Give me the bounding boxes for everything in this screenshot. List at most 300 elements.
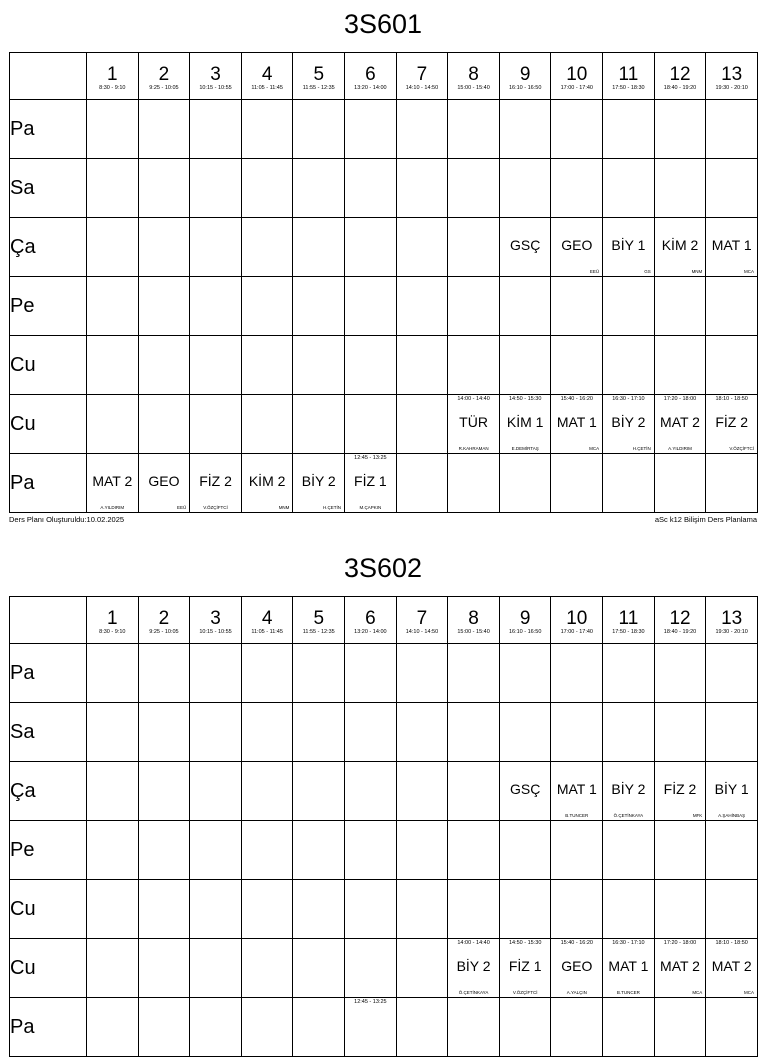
lesson-cell [138, 395, 190, 454]
lesson-cell [241, 880, 293, 939]
lesson-cell [551, 880, 603, 939]
period-time: 17:00 - 17:40 [560, 84, 593, 91]
corner-cell [10, 53, 87, 100]
lesson-cell [293, 218, 345, 277]
period-header-8 [448, 53, 500, 100]
lesson-cell [551, 762, 603, 821]
lesson-cell [603, 939, 655, 998]
lesson-cell [87, 762, 139, 821]
timetable-3s602 [9, 552, 757, 1057]
lesson-cell [241, 821, 293, 880]
period-header-9 [499, 597, 551, 644]
period-number: 11 [618, 607, 639, 629]
period-time: 8:30 - 9:10 [99, 628, 126, 635]
lesson-cell [499, 821, 551, 880]
lesson-cell [190, 998, 242, 1057]
day-label: Pa [10, 100, 87, 159]
lesson-cell [293, 762, 345, 821]
lesson-cell [138, 277, 190, 336]
lesson-cell [241, 454, 293, 513]
lesson-cell [396, 998, 448, 1057]
day-row [10, 336, 758, 395]
lesson-teacher: EEÜ [589, 269, 600, 274]
period-number: 9 [519, 63, 531, 85]
created-date-note: Ders Planı Oluşturuldu:10.02.2025 [9, 515, 125, 524]
lesson-cell [499, 218, 551, 277]
lesson-cell [345, 218, 397, 277]
lesson-cell [499, 703, 551, 762]
lesson-cell [190, 395, 242, 454]
lesson-cell [654, 218, 706, 277]
period-number: 3 [210, 607, 221, 629]
lesson-teacher: V.ÖZÇİFTCİ [203, 505, 228, 510]
lesson-cell [448, 644, 500, 703]
lesson-subject: GSÇ [510, 237, 541, 253]
lesson-cell [448, 159, 500, 218]
lesson-cell [603, 336, 655, 395]
period-time: 15:00 - 15:40 [457, 628, 490, 635]
lesson-cell [345, 880, 397, 939]
lesson-cell [551, 998, 603, 1057]
lesson-cell [138, 939, 190, 998]
day-label: Ça [10, 762, 87, 821]
lesson-cell [706, 939, 758, 998]
timetable-3s601 [9, 8, 757, 513]
lesson-time: 15:40 - 16:20 [560, 940, 593, 946]
day-label: Pa [10, 454, 87, 513]
day-row [10, 880, 758, 939]
lesson-cell [603, 644, 655, 703]
lesson-subject: KİM 2 [248, 473, 286, 489]
lesson-cell [654, 939, 706, 998]
day-row [10, 644, 758, 703]
period-number: 10 [566, 607, 588, 629]
lesson-cell [87, 218, 139, 277]
day-row [10, 762, 758, 821]
period-number: 4 [261, 63, 273, 85]
lesson-teacher: B.TUNCER [565, 813, 589, 818]
lesson-cell [499, 336, 551, 395]
lesson-cell [551, 821, 603, 880]
day-label: Cu [10, 395, 87, 454]
lesson-cell [654, 821, 706, 880]
lesson-cell [448, 880, 500, 939]
period-number: 2 [158, 607, 170, 629]
period-number: 6 [365, 607, 376, 629]
day-label: Pe [10, 277, 87, 336]
period-header-5 [293, 53, 345, 100]
lesson-cell [241, 939, 293, 998]
period-header-7 [396, 53, 448, 100]
lesson-cell [706, 998, 758, 1057]
lesson-cell [396, 880, 448, 939]
lesson-cell [448, 336, 500, 395]
lesson-cell [706, 454, 758, 513]
lesson-cell [138, 454, 190, 513]
lesson-cell [241, 218, 293, 277]
lesson-cell [551, 939, 603, 998]
lesson-cell [190, 100, 242, 159]
lesson-cell [190, 939, 242, 998]
lesson-cell [448, 395, 500, 454]
lesson-cell [499, 277, 551, 336]
lesson-teacher: Ö.ÇETİNKAYA [458, 990, 489, 995]
lesson-cell [499, 395, 551, 454]
lesson-subject: BİY 2 [611, 414, 646, 430]
lesson-teacher: B.TUNCER [616, 990, 640, 995]
day-row [10, 998, 758, 1057]
period-time: 11:55 - 12:35 [302, 628, 335, 635]
day-row [10, 218, 758, 277]
period-header-8 [448, 597, 500, 644]
period-number: 13 [721, 607, 743, 629]
lesson-cell [241, 395, 293, 454]
period-time: 19:30 - 20:10 [715, 84, 748, 91]
lesson-subject: FİZ 2 [715, 414, 748, 430]
day-row [10, 159, 758, 218]
lesson-subject: GEO [561, 237, 593, 253]
day-label: Pa [10, 644, 87, 703]
lesson-cell [293, 159, 345, 218]
lesson-subject: MAT 2 [660, 958, 700, 974]
lesson-cell [706, 395, 758, 454]
lesson-cell [293, 644, 345, 703]
period-header-11 [603, 597, 655, 644]
period-time: 14:10 - 14:50 [405, 628, 439, 635]
lesson-teacher: V.ÖZÇİFTCİ [729, 446, 754, 451]
period-header-6 [345, 597, 397, 644]
lesson-cell [190, 159, 242, 218]
lesson-cell [190, 277, 242, 336]
day-row [10, 703, 758, 762]
lesson-time: 18:10 - 18:50 [715, 396, 748, 402]
lesson-cell [241, 159, 293, 218]
period-time: 13:20 - 14:00 [354, 628, 387, 635]
period-header-3 [190, 53, 242, 100]
lesson-cell [603, 998, 655, 1057]
lesson-cell [241, 336, 293, 395]
lesson-subject: KİM 2 [661, 237, 699, 253]
lesson-cell [138, 998, 190, 1057]
day-label: Cu [10, 939, 87, 998]
lesson-cell [603, 159, 655, 218]
period-header-1 [87, 597, 139, 644]
lesson-cell [345, 159, 397, 218]
day-row [10, 939, 758, 998]
lesson-cell [138, 159, 190, 218]
lesson-subject: BİY 1 [611, 237, 646, 253]
lesson-cell [241, 277, 293, 336]
lesson-cell [138, 644, 190, 703]
period-header-11 [603, 53, 655, 100]
period-number: 5 [313, 607, 325, 629]
lesson-cell [138, 703, 190, 762]
lesson-cell [345, 277, 397, 336]
lesson-subject: GEO [148, 473, 180, 489]
lesson-teacher: A.YALÇIN [566, 990, 587, 995]
lesson-cell [87, 998, 139, 1057]
lesson-subject: BİY 2 [611, 781, 646, 797]
lesson-cell [87, 277, 139, 336]
lesson-cell [706, 277, 758, 336]
lesson-time: 17:20 - 18:00 [663, 396, 697, 402]
period-number: 9 [519, 607, 531, 629]
lesson-cell [87, 336, 139, 395]
lesson-teacher: MFK [692, 813, 703, 818]
lesson-cell [138, 880, 190, 939]
lesson-cell [448, 100, 500, 159]
lesson-time: 16:30 - 17:10 [612, 940, 645, 946]
lesson-cell [345, 454, 397, 513]
lesson-cell [499, 939, 551, 998]
software-credit: aSc k12 Bilişim Ders Planlama [654, 515, 757, 524]
lesson-teacher: MCA [692, 990, 703, 995]
period-header-2 [138, 53, 190, 100]
lesson-cell [241, 762, 293, 821]
period-header-5 [293, 597, 345, 644]
period-time: 16:10 - 16:50 [508, 628, 542, 635]
period-time: 17:50 - 18:30 [612, 628, 645, 635]
period-time: 15:00 - 15:40 [457, 84, 490, 91]
lesson-time: 15:40 - 16:20 [560, 396, 593, 402]
lesson-cell [396, 218, 448, 277]
period-time: 9:25 - 10:05 [149, 84, 179, 91]
lesson-teacher: Ö.ÇETİNKAYA [613, 813, 644, 818]
period-time: 10:15 - 10:55 [199, 628, 232, 635]
lesson-subject: BİY 2 [301, 473, 336, 489]
lesson-subject: BİY 2 [456, 958, 491, 974]
lesson-cell [345, 644, 397, 703]
lesson-cell [603, 762, 655, 821]
period-number: 4 [261, 607, 273, 629]
period-time: 14:10 - 14:50 [405, 84, 439, 91]
lesson-teacher: MCA [744, 990, 754, 995]
lesson-time: 12:45 - 13:25 [354, 455, 387, 461]
lesson-cell [396, 762, 448, 821]
lesson-cell [138, 100, 190, 159]
lesson-subject: FİZ 1 [354, 473, 387, 489]
lesson-cell [293, 454, 345, 513]
lesson-subject: KİM 1 [506, 414, 544, 430]
lesson-cell [654, 880, 706, 939]
lesson-cell [603, 100, 655, 159]
lesson-teacher: GS [644, 269, 651, 274]
period-number: 6 [365, 63, 376, 85]
period-number: 1 [107, 607, 118, 629]
lesson-cell [551, 336, 603, 395]
period-header-12 [654, 597, 706, 644]
period-time: 13:20 - 14:00 [354, 84, 387, 91]
timetable-grid [9, 596, 758, 1057]
lesson-cell [396, 644, 448, 703]
period-time: 11:05 - 11:45 [251, 628, 283, 635]
period-header-13 [706, 597, 758, 644]
period-header-6 [345, 53, 397, 100]
period-time: 11:05 - 11:45 [251, 84, 283, 91]
period-header-3 [190, 597, 242, 644]
lesson-teacher: H.ÇETİN [323, 505, 342, 510]
lesson-cell [293, 939, 345, 998]
lesson-subject: MAT 1 [556, 781, 597, 797]
lesson-cell [87, 880, 139, 939]
lesson-cell [87, 454, 139, 513]
lesson-cell [396, 454, 448, 513]
lesson-teacher: A.YILDIRIM [100, 505, 125, 510]
timetable-title: 3S601 [343, 9, 423, 39]
lesson-cell [706, 100, 758, 159]
lesson-cell [345, 100, 397, 159]
lesson-cell [345, 998, 397, 1057]
lesson-cell [448, 454, 500, 513]
lesson-cell [293, 395, 345, 454]
lesson-cell [551, 159, 603, 218]
lesson-teacher: MNM [691, 269, 703, 274]
lesson-subject: TÜR [459, 414, 488, 430]
day-row [10, 454, 758, 513]
lesson-subject: GEO [561, 958, 593, 974]
day-row [10, 395, 758, 454]
lesson-cell [293, 277, 345, 336]
lesson-cell [448, 218, 500, 277]
lesson-cell [603, 218, 655, 277]
lesson-cell [293, 821, 345, 880]
period-number: 12 [669, 63, 691, 85]
lesson-cell [241, 100, 293, 159]
lesson-cell [499, 998, 551, 1057]
period-header-4 [241, 597, 293, 644]
period-header-1 [87, 53, 139, 100]
period-time: 17:00 - 17:40 [560, 628, 593, 635]
lesson-time: 14:00 - 14:40 [457, 940, 490, 946]
lesson-cell [190, 454, 242, 513]
lesson-cell [396, 821, 448, 880]
lesson-cell [293, 998, 345, 1057]
lesson-cell [87, 821, 139, 880]
lesson-cell [190, 644, 242, 703]
lesson-cell [87, 159, 139, 218]
lesson-cell [654, 159, 706, 218]
lesson-teacher: E.DEMİRTAŞ [511, 446, 539, 451]
day-label: Sa [10, 159, 87, 218]
lesson-cell [190, 821, 242, 880]
period-number: 2 [158, 63, 170, 85]
lesson-cell [87, 644, 139, 703]
lesson-cell [654, 762, 706, 821]
corner-cell [10, 597, 87, 644]
period-header-12 [654, 53, 706, 100]
lesson-cell [448, 821, 500, 880]
lesson-cell [345, 939, 397, 998]
lesson-cell [603, 703, 655, 762]
day-label: Pe [10, 821, 87, 880]
lesson-cell [603, 821, 655, 880]
lesson-cell [706, 159, 758, 218]
lesson-cell [345, 336, 397, 395]
lesson-teacher: EEÜ [176, 505, 187, 510]
lesson-cell [396, 703, 448, 762]
period-time: 11:55 - 12:35 [302, 84, 335, 91]
period-header-2 [138, 597, 190, 644]
lesson-cell [138, 821, 190, 880]
day-row [10, 821, 758, 880]
lesson-cell [448, 703, 500, 762]
period-number: 13 [721, 63, 743, 85]
lesson-subject: GSÇ [510, 781, 541, 797]
lesson-time: 18:10 - 18:50 [715, 940, 748, 946]
lesson-cell [396, 395, 448, 454]
period-number: 8 [468, 63, 479, 85]
lesson-time: 16:30 - 17:10 [612, 396, 645, 402]
period-number: 7 [416, 607, 428, 629]
lesson-cell [345, 821, 397, 880]
period-header-7 [396, 597, 448, 644]
period-time: 18:40 - 19:20 [663, 84, 697, 91]
lesson-cell [551, 644, 603, 703]
lesson-cell [706, 880, 758, 939]
lesson-cell [706, 644, 758, 703]
lesson-cell [551, 454, 603, 513]
lesson-cell [706, 703, 758, 762]
day-label: Cu [10, 336, 87, 395]
day-label: Sa [10, 703, 87, 762]
lesson-cell [293, 100, 345, 159]
lesson-time: 14:50 - 15:30 [508, 396, 542, 402]
period-number: 11 [618, 63, 639, 85]
lesson-subject: BİY 1 [714, 781, 749, 797]
lesson-teacher: MNM [278, 505, 290, 510]
lesson-cell [499, 100, 551, 159]
lesson-teacher: MCA [589, 446, 600, 451]
lesson-subject: MAT 1 [556, 414, 597, 430]
lesson-cell [87, 939, 139, 998]
lesson-subject: FİZ 1 [508, 958, 542, 974]
lesson-time: 14:00 - 14:40 [457, 396, 490, 402]
lesson-teacher: V.ÖZÇİFTCİ [512, 990, 538, 995]
period-time: 10:15 - 10:55 [199, 84, 232, 91]
period-number: 7 [416, 63, 428, 85]
lesson-cell [603, 880, 655, 939]
lesson-cell [345, 762, 397, 821]
period-number: 12 [669, 607, 691, 629]
period-header-row [10, 53, 758, 100]
lesson-teacher: MCA [744, 269, 754, 274]
lesson-cell [603, 395, 655, 454]
lesson-time: 17:20 - 18:00 [663, 940, 697, 946]
period-time: 16:10 - 16:50 [508, 84, 542, 91]
timetable-title: 3S602 [343, 553, 423, 583]
lesson-subject: MAT 1 [608, 958, 649, 974]
period-header-4 [241, 53, 293, 100]
lesson-cell [396, 100, 448, 159]
lesson-cell [551, 277, 603, 336]
period-time: 8:30 - 9:10 [99, 84, 126, 91]
lesson-cell [396, 277, 448, 336]
timetable-grid [9, 52, 758, 513]
lesson-time: 12:45 - 13:25 [354, 999, 387, 1005]
lesson-subject: FİZ 2 [199, 473, 232, 489]
lesson-cell [551, 218, 603, 277]
lesson-cell [396, 159, 448, 218]
lesson-cell [87, 395, 139, 454]
lesson-teacher: A.YILDIRIM [668, 446, 692, 451]
lesson-cell [448, 762, 500, 821]
lesson-cell [190, 880, 242, 939]
lesson-cell [706, 336, 758, 395]
lesson-cell [654, 454, 706, 513]
lesson-cell [345, 395, 397, 454]
lesson-cell [499, 880, 551, 939]
lesson-cell [293, 336, 345, 395]
